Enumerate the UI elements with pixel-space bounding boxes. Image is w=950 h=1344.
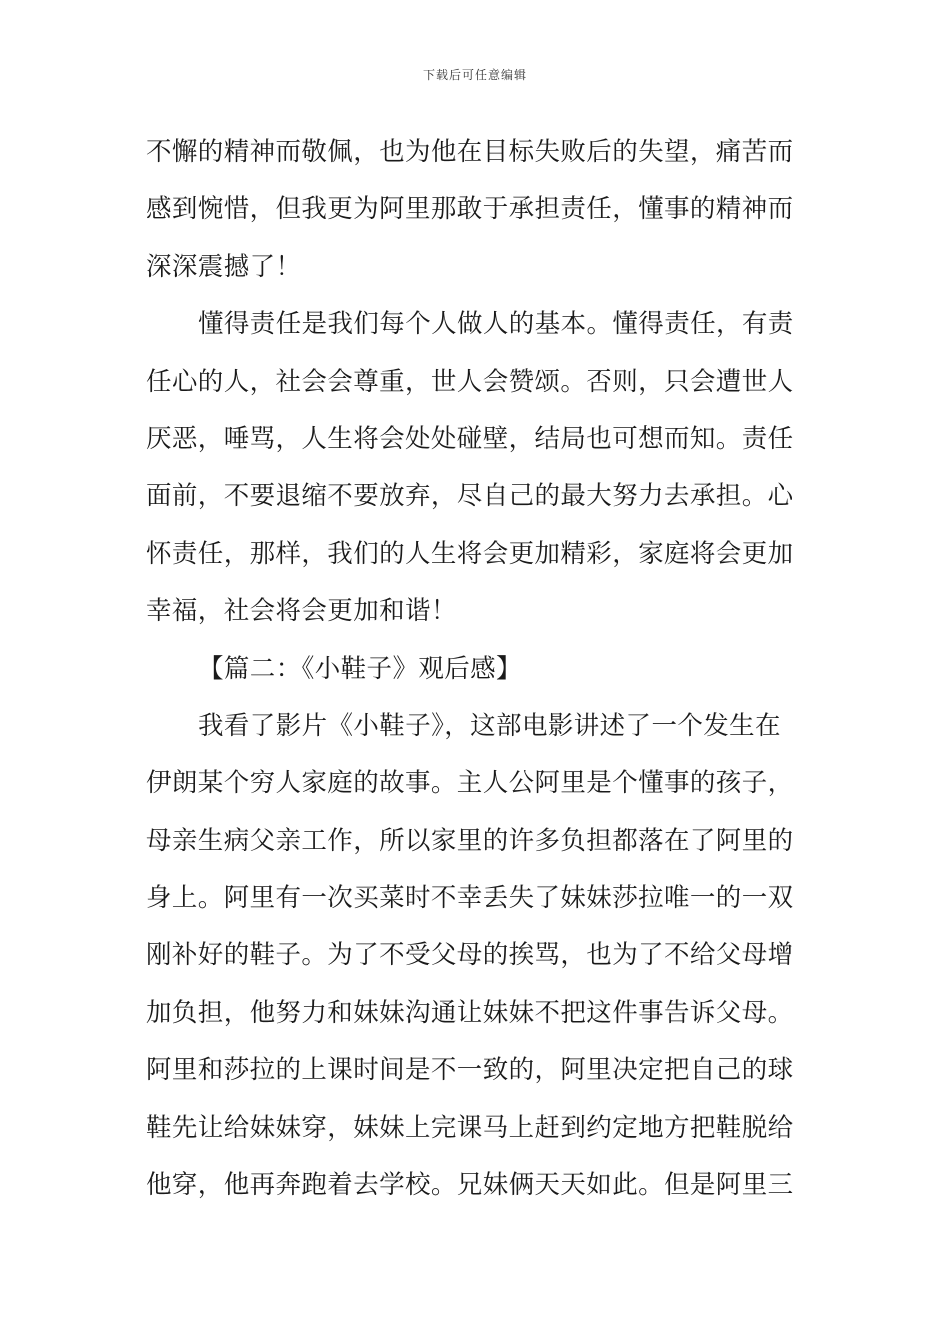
text-line: 任心的人，社会会尊重，世人会赞颂。否则，只会遭世人	[146, 366, 794, 397]
paragraph	[146, 698, 806, 1215]
text-line: 面前，不要退缩不要放弃，尽自己的最大努力去承担。心	[146, 481, 794, 512]
text-line: 鞋先让给妹妹穿，妹妹上完课马上赶到约定地方把鞋脱给	[146, 1112, 794, 1143]
section-heading	[146, 641, 806, 698]
text-line: 阿里和莎拉的上课时间是不一致的，阿里决定把自己的球	[146, 1055, 794, 1086]
text-line: 伊朗某个穷人家庭的故事。主人公阿里是个懂事的孩子，	[146, 768, 794, 799]
text-line: 怀责任，那样，我们的人生将会更加精彩，家庭将会更加	[146, 538, 794, 569]
text-line: 幸福，社会将会更加和谐！	[146, 596, 457, 627]
paragraph	[146, 296, 806, 640]
document-body	[146, 124, 806, 1214]
text-line: 他穿，他再奔跑着去学校。兄妹俩天天如此。但是阿里三	[146, 1170, 794, 1201]
text-line: 加负担，他努力和妹妹沟通让妹妹不把这件事告诉父母。	[146, 997, 794, 1028]
text-line: 懂得责任是我们每个人做人的基本。懂得责任，有责	[198, 309, 794, 340]
text-line: 母亲生病父亲工作，所以家里的许多负担都落在了阿里的	[146, 825, 794, 856]
page-header: 下载后可任意编辑	[422, 68, 527, 82]
section-title: 【篇二：《小鞋子》观后感】	[198, 653, 522, 684]
text-line: 我看了影片《小鞋子》，这部电影讲述了一个发生在	[198, 710, 781, 741]
text-line: 感到惋惜，但我更为阿里那敢于承担责任，懂事的精神而	[146, 194, 794, 225]
text-line: 不懈的精神而敬佩，也为他在目标失败后的失望，痛苦而	[146, 137, 794, 167]
text-line: 厌恶，唾骂，人生将会处处碰壁，结局也可想而知。责任	[146, 423, 794, 454]
text-line: 深深震撼了！	[146, 251, 302, 282]
paragraph	[146, 124, 806, 296]
text-line: 刚补好的鞋子。为了不受父母的挨骂，也为了不给父母增	[146, 940, 794, 971]
text-line: 身上。阿里有一次买菜时不幸丢失了妹妹莎拉唯一的一双	[146, 883, 794, 914]
